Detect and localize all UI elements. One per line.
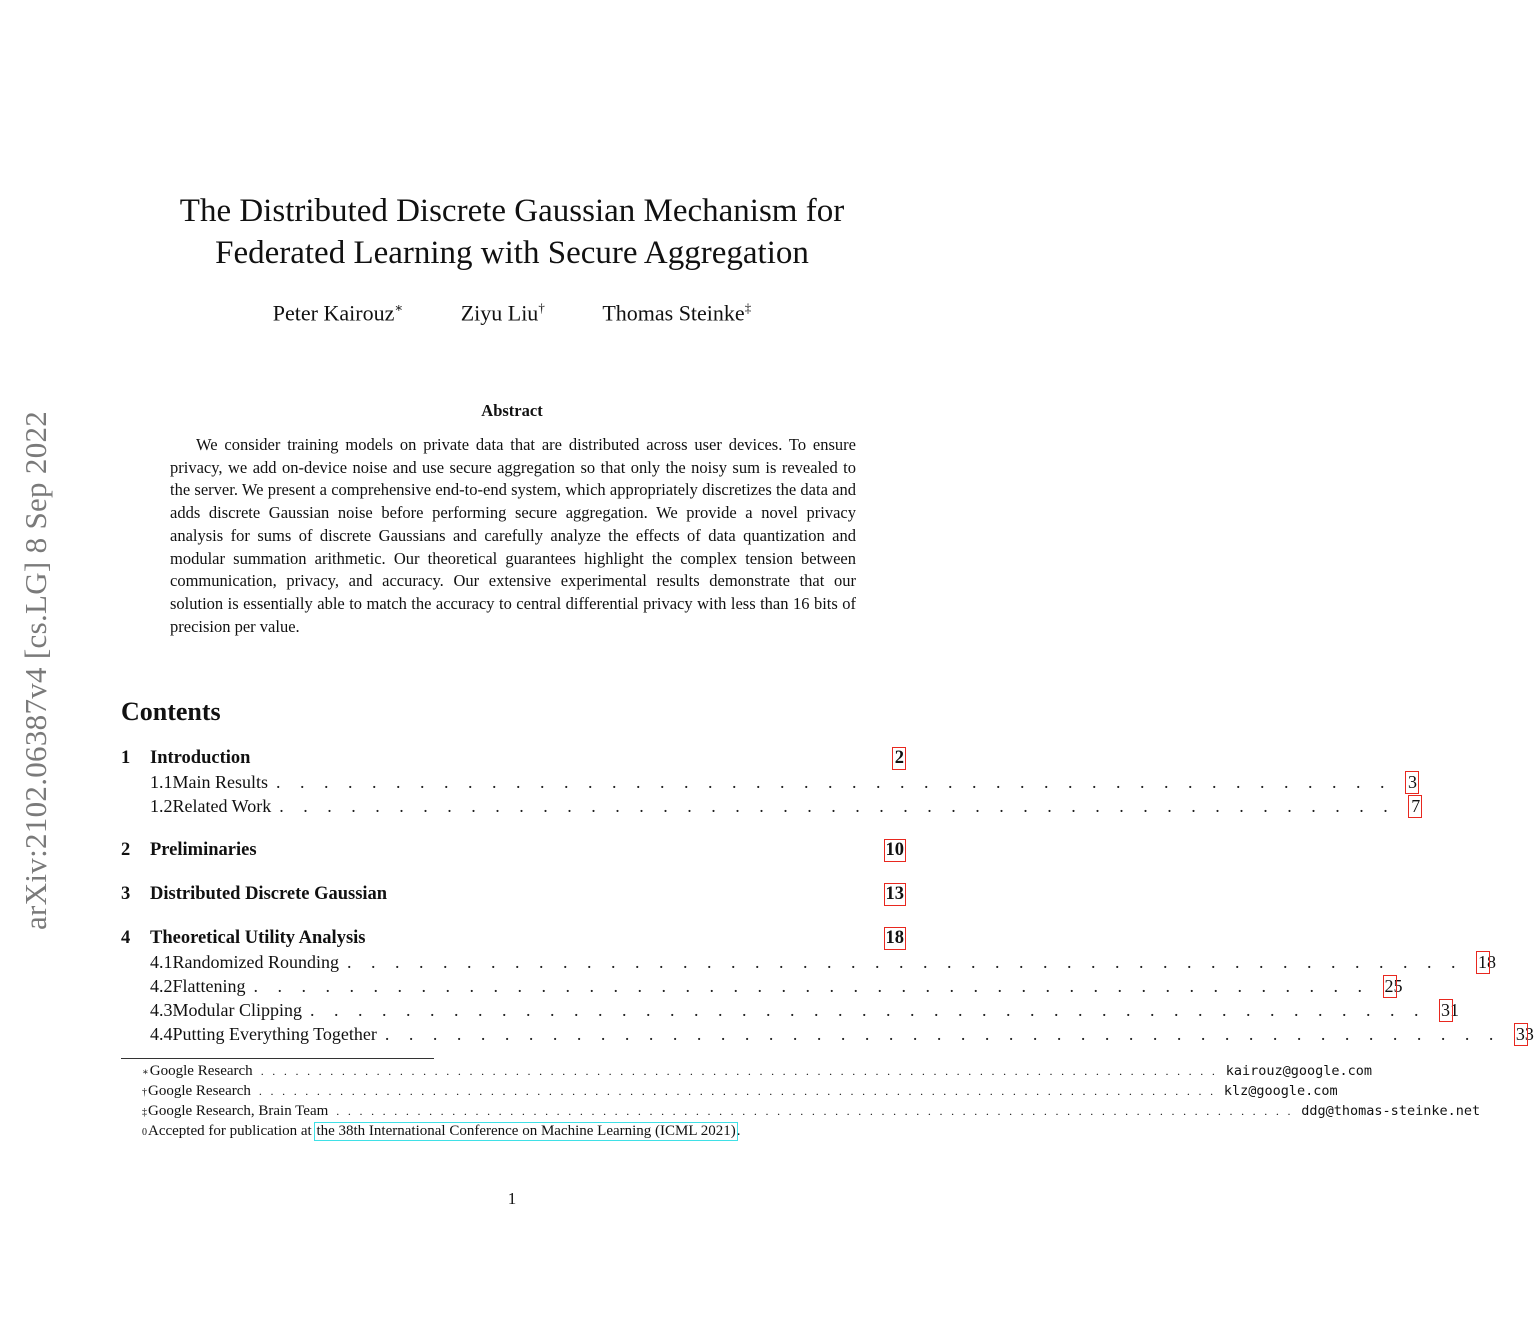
footnote-text: Accepted for publication at [148, 1123, 316, 1139]
toc-subsection-randomized-rounding[interactable] [121, 952, 1496, 976]
toc-page-link[interactable]: 3 [1408, 772, 1418, 792]
footnote-rule [121, 1058, 434, 1059]
toc-title: Introduction [150, 748, 251, 768]
toc-subsection-related-work[interactable] [121, 796, 1421, 820]
toc-subsection-putting-everything-together[interactable] [121, 1024, 1534, 1048]
author-footnote-mark[interactable]: ∗ [394, 300, 404, 315]
paper-title [0, 190, 1024, 274]
footnote-email[interactable]: klz@google.com [1223, 1083, 1338, 1099]
footnote-leader-dots: . . . . . . . . . . . . . . . . . . . . . . . . . . . . . . . . . . . . . . . . . . . . . . . . . . . . . . . . . . . . . . . . . . . . . . . . . . . . . . . . . . . [258, 1084, 1216, 1098]
footnote-leader-dots: . . . . . . . . . . . . . . . . . . . . . . . . . . . . . . . . . . . . . . . . . . . . . . . . . . . . . . . . . . . . . . . . . . . . . . . . . . . . . . . . . . . [336, 1104, 1294, 1118]
table-of-contents [121, 748, 1534, 1048]
footnote-item [121, 1083, 1338, 1103]
author [461, 300, 545, 326]
toc-title: Distributed Discrete Gaussian [150, 884, 388, 904]
title-line-2: Federated Learning with Secure Aggregation [215, 235, 809, 271]
toc-number: 4.2 [150, 976, 173, 996]
toc-page-link[interactable]: 18 [885, 928, 904, 948]
toc-number: 1.1 [150, 772, 173, 792]
toc-number: 3 [121, 884, 131, 904]
footnote-affiliation: Google Research [148, 1083, 251, 1099]
toc-title: Related Work [172, 796, 272, 816]
toc-title: Theoretical Utility Analysis [150, 928, 366, 948]
author-name: Ziyu Liu [460, 300, 539, 326]
toc-title: Putting Everything Together [172, 1024, 377, 1044]
abstract-text: We consider training models on private data that are distributed across user devices. To ensure privacy, we add on-device noise and use secure aggregation so that only the noisy sum is revealed to the server. We present a comprehensive end-to-end system, which appropriately discretizes the data and adds discrete Gaussian noise before performing secure aggregation. We provide a novel privacy analysis for sums of discrete Gaussians and carefully analyze the effects of data quantization and modular summation arithmetic. Our theoretical guarantees highlight the complex tension between communication, privacy, and accuracy. Our extensive experimental results demonstrate that our solution is essentially able to match the accuracy to central differential privacy with less than 16 bits of precision per value. [170, 435, 856, 636]
footnote-affiliation: Google Research [149, 1063, 253, 1079]
toc-page-link[interactable]: 18 [1477, 952, 1496, 972]
toc-leader-dots: . . . . . . . . . . . . . . . . . . . . . . . . . . . . . . . . . . . . . . . . . . . . . . . [384, 1024, 1501, 1044]
title-line-1: The Distributed Discrete Gaussian Mechanism for [179, 193, 845, 229]
abstract-heading: Abstract [481, 401, 543, 420]
contents-heading: Contents [121, 697, 221, 726]
toc-number: 1.2 [150, 796, 173, 816]
toc-section-preliminaries[interactable] [121, 840, 905, 864]
author-footnote-mark[interactable]: † [538, 300, 545, 315]
toc-page-link[interactable]: 10 [885, 840, 904, 860]
toc-title: Modular Clipping [172, 1000, 302, 1020]
footnote-mark: ‡ [142, 1107, 147, 1118]
author [273, 300, 403, 326]
author-footnote-mark[interactable]: ‡ [744, 300, 752, 315]
toc-page-link[interactable]: 33 [1515, 1024, 1534, 1044]
footnote-mark: ∗ [142, 1067, 149, 1078]
toc-title: Flattening [172, 976, 246, 996]
footnote-item [121, 1103, 1481, 1123]
author-name: Peter Kairouz [272, 300, 395, 326]
footnote-email[interactable]: ddg@thomas-steinke.net [1301, 1103, 1481, 1119]
footnote-item [121, 1123, 905, 1143]
toc-number: 4.3 [150, 1000, 173, 1020]
toc-page-link[interactable]: 13 [885, 884, 904, 904]
toc-page-link[interactable]: 25 [1384, 976, 1403, 996]
toc-leader-dots: . . . . . . . . . . . . . . . . . . . . . . . . . . . . . . . . . . . . . . . . . . . . . . . [279, 796, 1396, 816]
toc-section-theoretical-utility-analysis[interactable] [121, 928, 905, 952]
author-list [0, 300, 1024, 326]
toc-subsection-main-results[interactable] [121, 772, 1418, 796]
toc-number: 1 [121, 748, 131, 768]
footnotes [121, 1063, 1481, 1143]
footnote-email[interactable]: kairouz@google.com [1225, 1063, 1372, 1079]
footnote-item [121, 1063, 1372, 1083]
footnote-mark: † [142, 1087, 147, 1098]
toc-leader-dots: . . . . . . . . . . . . . . . . . . . . . . . . . . . . . . . . . . . . . . . . . . . . . . . [346, 952, 1463, 972]
arxiv-identifier-stamp[interactable]: arXiv:2102.06387v4 [cs.LG] 8 Sep 2022 [18, 410, 53, 930]
toc-leader-dots: . . . . . . . . . . . . . . . . . . . . . . . . . . . . . . . . . . . . . . . . . . . . . . . [310, 1000, 1426, 1020]
toc-subsection-flattening[interactable] [121, 976, 1403, 1000]
toc-section-introduction[interactable] [121, 748, 905, 772]
toc-section-distributed-discrete-gaussian[interactable] [121, 884, 905, 908]
author-name: Thomas Steinke [602, 300, 745, 326]
footnote-tail: . [736, 1123, 741, 1139]
icml-conference-link[interactable]: the 38th International Conference on Machine Learning (ICML 2021) [316, 1123, 736, 1139]
toc-number: 2 [121, 840, 131, 860]
toc-page-link[interactable]: 2 [894, 748, 904, 768]
page-number: 1 [507, 1189, 517, 1208]
toc-leader-dots: . . . . . . . . . . . . . . . . . . . . . . . . . . . . . . . . . . . . . . . . . . . . . . . [276, 772, 1393, 792]
toc-title: Main Results [172, 772, 269, 792]
toc-page-link[interactable]: 7 [1411, 796, 1421, 816]
toc-number: 4.4 [150, 1024, 173, 1044]
toc-page-link[interactable]: 31 [1441, 1000, 1459, 1020]
author [602, 300, 751, 326]
footnote-mark: 0 [142, 1127, 147, 1138]
toc-number: 4.1 [150, 952, 173, 972]
footnote-leader-dots: . . . . . . . . . . . . . . . . . . . . . . . . . . . . . . . . . . . . . . . . . . . . . . . . . . . . . . . . . . . . . . . . . . . . . . . . . . . . . . . . . . . [260, 1064, 1218, 1078]
toc-number: 4 [121, 928, 131, 948]
toc-title: Randomized Rounding [172, 952, 339, 972]
toc-title: Preliminaries [150, 840, 257, 860]
footnote-affiliation: Google Research, Brain Team [148, 1103, 329, 1119]
toc-leader-dots: . . . . . . . . . . . . . . . . . . . . . . . . . . . . . . . . . . . . . . . . . . . . . . . [253, 976, 1370, 996]
toc-subsection-modular-clipping[interactable] [121, 1000, 1459, 1024]
